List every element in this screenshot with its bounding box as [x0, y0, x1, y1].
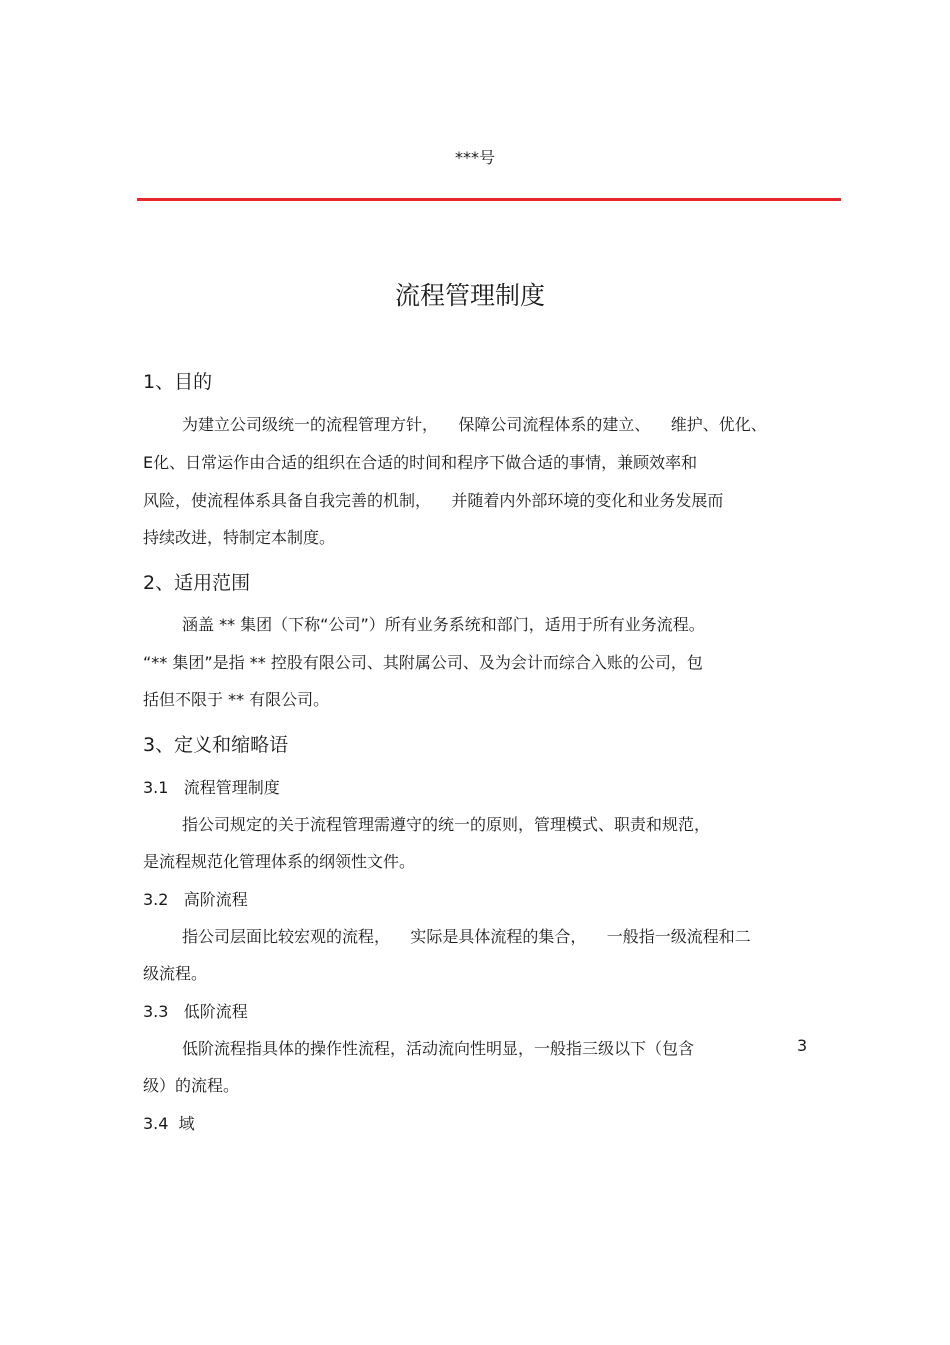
section-1-heading: 1、目的: [143, 371, 213, 393]
section-1-line: 风险，使流程体系具备自我完善的机制， 并随着内外部环境的变化和业务发展而: [143, 491, 724, 510]
section-1-line: 持续改进，特制定本制度。: [143, 528, 336, 547]
section-3-heading: 3、定义和缩略语: [143, 734, 289, 756]
subsection-3-3-line: 级）的流程。: [143, 1076, 240, 1095]
subsection-3-1-line: 是流程规范化管理体系的纲领性文件。: [143, 852, 416, 871]
section-2-line: 涵盖 ** 集团（下称“公司”）所有业务系统和部门，适用于所有业务流程。: [182, 615, 705, 634]
subsection-3-3-heading: 3.3 低阶流程: [143, 1002, 248, 1021]
subsection-3-2-line: 指公司层面比较宏观的流程， 实际是具体流程的集合， 一般指一级流程和二: [182, 927, 751, 946]
subsection-3-4-heading: 3.4 域: [143, 1114, 195, 1133]
subsection-3-1-line: 指公司规定的关于流程管理需遵守的统一的原则，管理模式、职责和规范，: [182, 815, 711, 834]
subsection-3-3-line-tail: 3: [797, 1036, 808, 1055]
section-2-line: 括但不限于 ** 有限公司。: [143, 690, 330, 709]
section-1-line: E化、日常运作由合适的组织在合适的时间和程序下做合适的事情，兼顾效率和: [143, 453, 698, 472]
header-red-divider: [137, 198, 841, 201]
document-title: 流程管理制度: [394, 281, 545, 310]
subsection-3-3-line: 低阶流程指具体的操作性流程，活动流向性明显，一般指三级以下（包含: [182, 1039, 695, 1058]
section-2-line: “** 集团”是指 ** 控股有限公司、其附属公司、及为会计而综合入账的公司，包: [143, 653, 703, 672]
subsection-3-1-heading: 3.1 流程管理制度: [143, 778, 280, 797]
subsection-3-2-line: 级流程。: [143, 964, 208, 983]
subsection-3-2-heading: 3.2 高阶流程: [143, 890, 248, 909]
section-2-heading: 2、适用范围: [143, 572, 251, 594]
section-1-line: 为建立公司级统一的流程管理方针， 保障公司流程体系的建立、 维护、优化、: [182, 415, 767, 434]
document-number: ***号: [454, 148, 495, 167]
